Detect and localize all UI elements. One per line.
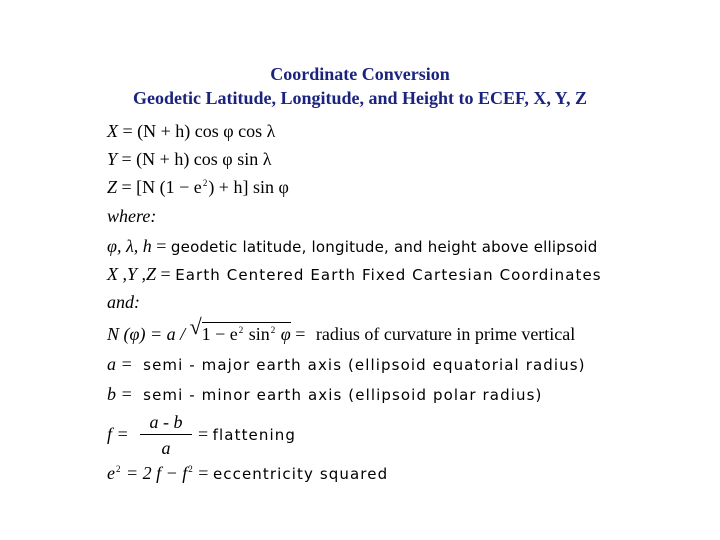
- equation-z-exponent: 2: [202, 178, 208, 188]
- definition-e-lhs: e: [107, 463, 115, 483]
- definition-n-lhs: N (φ) = a /: [107, 324, 186, 344]
- sqrt-part-b: sin: [244, 324, 270, 344]
- sqrt-part-a: 1 − e: [201, 324, 238, 344]
- equation-z: [107, 177, 289, 198]
- definition-e-equals: =: [193, 463, 209, 483]
- and-label: and:: [107, 292, 140, 312]
- equation-z-rhs-b: ) + h] sin φ: [208, 177, 289, 197]
- definition-e-mid: = 2 f − f: [121, 463, 188, 483]
- definition-ecef: [107, 264, 602, 285]
- sqrt-exponent-2: 2: [270, 325, 276, 335]
- definition-f-lhs: f =: [107, 424, 129, 444]
- equation-x-lhs: X: [107, 121, 118, 141]
- fraction-bar: [140, 434, 192, 435]
- definition-n-equals: =: [295, 324, 306, 344]
- equation-y-equals: =: [121, 149, 132, 169]
- definition-ecef-text: Earth Centered Earth Fixed Cartesian Coordinates: [175, 266, 602, 284]
- definition-e-exponent-1: 2: [116, 464, 121, 474]
- definition-f-equals: =: [198, 424, 209, 444]
- definition-n-text: radius of curvature in prime vertical: [315, 324, 576, 344]
- definition-b-lhs: b =: [107, 384, 133, 404]
- definition-ecef-vars: X ,Y ,Z: [107, 264, 157, 284]
- definition-a-text: semi - major earth axis (ellipsoid equatorial radius): [143, 356, 586, 374]
- fraction-numerator: a - b: [149, 412, 183, 432]
- sqrt-part-c: φ: [276, 324, 291, 344]
- equation-y: [107, 149, 271, 170]
- fraction-denominator: a: [161, 438, 171, 458]
- definition-a-lhs: a =: [107, 354, 133, 374]
- equation-y-rhs: (N + h) cos φ sin λ: [136, 149, 272, 169]
- definition-f-text: flattening: [212, 426, 296, 444]
- where-label: where:: [107, 206, 157, 226]
- definition-geodetic-text: geodetic latitude, longitude, and height above ellipsoid: [170, 238, 598, 256]
- definition-b-text: semi - minor earth axis (ellipsoid polar radius): [143, 386, 543, 404]
- slide-title: Coordinate Conversion: [270, 64, 450, 84]
- sqrt-exponent-1: 2: [238, 325, 244, 335]
- definition-b: [107, 384, 542, 405]
- equation-x: [107, 121, 275, 142]
- definition-geodetic: [107, 236, 597, 257]
- sqrt-body: [202, 322, 291, 345]
- sqrt-icon: √: [189, 314, 202, 339]
- definition-e-exponent-2: 2: [188, 464, 193, 474]
- equation-x-rhs: (N + h) cos φ cos λ: [137, 121, 276, 141]
- slide-subtitle: Geodetic Latitude, Longitude, and Height to ECEF, X, Y, Z: [132, 88, 588, 108]
- equation-z-equals: =: [121, 177, 132, 197]
- definition-e-text: eccentricity squared: [212, 465, 389, 483]
- sqrt-expression: [189, 314, 291, 345]
- equation-z-lhs: Z: [107, 177, 118, 197]
- definition-e: [107, 463, 388, 484]
- definition-geodetic-equals: =: [156, 236, 167, 256]
- definition-f-rhs: [198, 424, 296, 445]
- definition-a: [107, 354, 586, 375]
- equation-y-lhs: Y: [107, 149, 118, 169]
- equation-x-equals: =: [122, 121, 133, 141]
- definition-geodetic-vars: φ, λ, h: [107, 236, 152, 256]
- definition-n: [107, 314, 576, 345]
- definition-ecef-equals: =: [160, 264, 171, 284]
- equation-z-rhs-a: [N (1 − e: [136, 177, 202, 197]
